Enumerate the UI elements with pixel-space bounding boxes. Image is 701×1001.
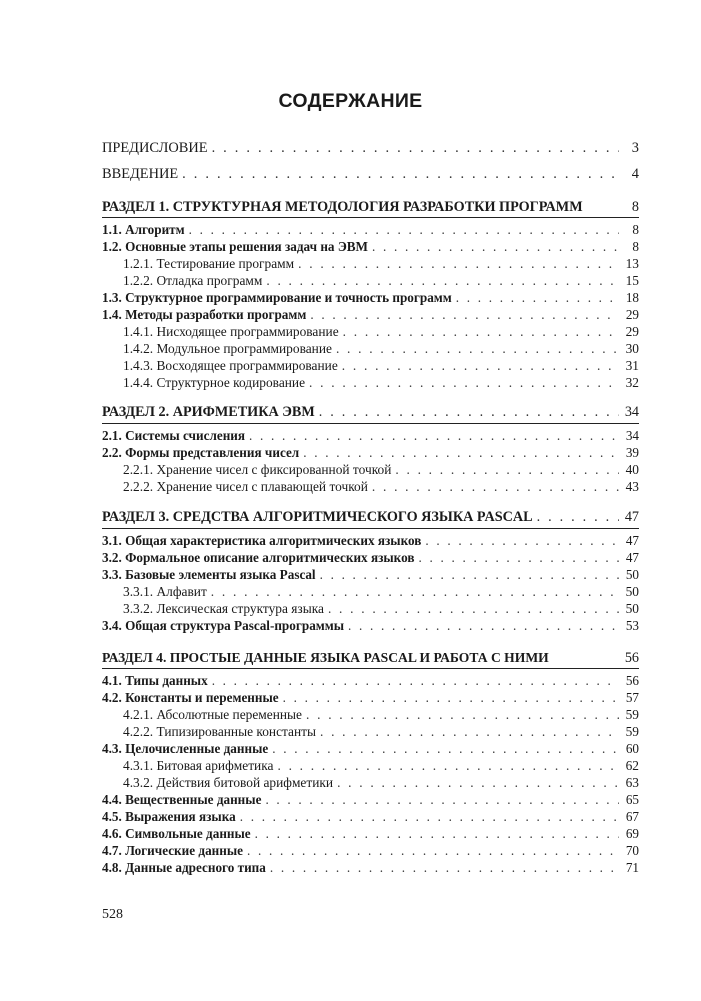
toc-page-number: 34 [625, 428, 639, 443]
toc-page-number: 50 [625, 567, 639, 582]
toc-page-number: 18 [625, 290, 639, 305]
toc-page-number: 47 [624, 509, 639, 525]
dot-leader [320, 723, 619, 740]
toc-subentry [123, 374, 639, 391]
toc-subentry [123, 340, 639, 357]
dot-leader [270, 859, 619, 876]
toc-page-number: 56 [624, 650, 639, 666]
toc-entry-label: 4.2. Константы и переменные [102, 690, 279, 705]
toc-page-number: 13 [625, 256, 639, 271]
toc-entry-label: 3.2. Формальное описание алгоритмических языков [102, 550, 415, 565]
toc-entry-label: 1.4.3. Восходящее программирование [123, 358, 338, 373]
toc-page-number: 60 [625, 741, 639, 756]
toc-entry-label: РАЗДЕЛ 2. АРИФМЕТИКА ЭВМ [102, 404, 315, 420]
dot-leader [212, 140, 619, 157]
dot-leader [395, 461, 619, 478]
toc-entry-label: ПРЕДИСЛОВИЕ [102, 140, 208, 156]
dot-leader [372, 478, 619, 495]
toc-entry-label: ВВЕДЕНИЕ [102, 166, 179, 182]
toc-entry-label: 1.3. Структурное программирование и точность программ [102, 290, 452, 305]
toc-entry [102, 842, 639, 859]
toc-entry-label: 2.2.1. Хранение чисел с фиксированной точкой [123, 462, 392, 477]
toc-entry-label: 2.1. Системы счисления [102, 428, 246, 443]
toc-page-number: 40 [625, 462, 639, 477]
dot-leader [537, 509, 619, 526]
toc-entry-label: РАЗДЕЛ 1. СТРУКТУРНАЯ МЕТОДОЛОГИЯ РАЗРАБОТКИ ПРОГРАММ [102, 199, 583, 215]
toc-page-number: 65 [625, 792, 639, 807]
dot-leader [240, 808, 619, 825]
dot-leader [189, 221, 619, 238]
toc-entry [102, 672, 639, 689]
toc-entry-label: РАЗДЕЛ 3. СРЕДСТВА АЛГОРИТМИЧЕСКОГО ЯЗЫКА PASCAL [102, 509, 533, 525]
toc-entry [102, 306, 639, 323]
toc-page-number: 30 [625, 341, 639, 356]
dot-leader [456, 289, 619, 306]
toc-page-number: 29 [625, 324, 639, 339]
section-divider [102, 217, 639, 218]
toc-page-number: 56 [625, 673, 639, 688]
toc-entry-label: 4.2.2. Типизированные константы [123, 724, 316, 739]
dot-leader [247, 842, 619, 859]
dot-leader [425, 532, 619, 549]
toc-entry [102, 427, 639, 444]
dot-leader [303, 444, 619, 461]
toc-subentry [123, 600, 639, 617]
toc-subentry [123, 774, 639, 791]
toc-entry [102, 808, 639, 825]
toc-entry-preface [102, 140, 639, 157]
dot-leader [418, 549, 619, 566]
toc-page-number: 39 [625, 445, 639, 460]
dot-leader [348, 617, 619, 634]
toc-entry-label: 4.3. Целочисленные данные [102, 741, 269, 756]
toc-entry [102, 238, 639, 255]
toc-subentry [123, 583, 639, 600]
toc-entry-label: 4.6. Символьные данные [102, 826, 251, 841]
section-divider [102, 423, 639, 424]
toc-page-number: 43 [625, 479, 639, 494]
dot-leader [266, 272, 619, 289]
dot-leader [298, 255, 619, 272]
toc-entry-label: 4.3.2. Действия битовой арифметики [123, 775, 334, 790]
toc-entry [102, 549, 639, 566]
toc-page-number: 62 [625, 758, 639, 773]
toc-page-number: 4 [631, 166, 639, 182]
toc-entry-label: 3.3.1. Алфавит [123, 584, 207, 599]
toc-subentry [123, 255, 639, 272]
dot-leader [309, 374, 619, 391]
toc-page-number: 8 [631, 199, 639, 215]
toc-entry [102, 859, 639, 876]
section-divider [102, 668, 639, 669]
toc-subentry [123, 706, 639, 723]
toc-entry-label: 3.3. Базовые элементы языка Pascal [102, 567, 316, 582]
dot-leader [337, 774, 619, 791]
toc-entry-label: РАЗДЕЛ 4. ПРОСТЫЕ ДАННЫЕ ЯЗЫКА PASCAL И РАБОТА С НИМИ [102, 650, 549, 665]
toc-entry-label: 4.2.1. Абсолютные переменные [123, 707, 302, 722]
toc-page-number: 71 [625, 860, 639, 875]
dot-leader [277, 757, 619, 774]
toc-page-number: 8 [632, 222, 639, 237]
toc-page-number: 59 [625, 724, 639, 739]
toc-page-number: 53 [625, 618, 639, 633]
toc-section-heading [102, 199, 639, 216]
toc-entry-label: 1.1. Алгоритм [102, 222, 185, 237]
toc-page-number: 29 [625, 307, 639, 322]
toc-entry-label: 1.4.4. Структурное кодирование [123, 375, 306, 390]
dot-leader [319, 404, 619, 421]
toc-page-number: 70 [625, 843, 639, 858]
toc-entry-label: 4.3.1. Битовая арифметика [123, 758, 274, 773]
toc-page-number: 31 [625, 358, 639, 373]
toc-page-number: 34 [624, 404, 639, 420]
toc-entry [102, 532, 639, 549]
toc-page-number: 32 [625, 375, 639, 390]
section-divider [102, 528, 639, 529]
toc-page-number: 15 [625, 273, 639, 288]
toc-entry [102, 740, 639, 757]
dot-leader [343, 323, 619, 340]
toc-entry-label: 1.4.2. Модульное программирование [123, 341, 332, 356]
toc-entry-introduction [102, 166, 639, 183]
toc-subentry [123, 272, 639, 289]
toc-entry-label: 4.7. Логические данные [102, 843, 244, 858]
toc-entry-label: 2.2.2. Хранение чисел с плавающей точкой [123, 479, 368, 494]
toc-page-number: 8 [632, 239, 639, 254]
toc-subentry [123, 461, 639, 478]
toc-entry [102, 221, 639, 238]
toc-subentry [123, 723, 639, 740]
toc-entry-label: 1.2.2. Отладка программ [123, 273, 263, 288]
toc-entry-label: 3.3.2. Лексическая структура языка [123, 601, 324, 616]
toc-entry-label: 3.1. Общая характеристика алгоритмических языков [102, 533, 422, 548]
toc-entry-label: 4.8. Данные адресного типа [102, 860, 266, 875]
dot-leader [283, 689, 619, 706]
toc-page-number: 63 [625, 775, 639, 790]
toc-entry-label: 3.4. Общая структура Pascal-программы [102, 618, 345, 633]
dot-leader [249, 427, 619, 444]
dot-leader [182, 166, 619, 183]
toc-entry-label: 4.5. Выражения языка [102, 809, 236, 824]
toc-subentry [123, 323, 639, 340]
dot-leader [212, 672, 619, 689]
dot-leader [272, 740, 619, 757]
toc-entry-label: 1.2. Основные этапы решения задач на ЭВМ [102, 239, 369, 254]
dot-leader [372, 238, 619, 255]
dot-leader [320, 566, 619, 583]
toc-entry [102, 566, 639, 583]
dot-leader [310, 306, 619, 323]
toc-subentry [123, 357, 639, 374]
toc-page-number: 57 [625, 690, 639, 705]
toc-entry [102, 825, 639, 842]
dot-leader [342, 357, 619, 374]
toc-subentry [123, 478, 639, 495]
toc-entry-label: 1.4.1. Нисходящее программирование [123, 324, 339, 339]
toc-entry-label: 2.2. Формы представления чисел [102, 445, 300, 460]
toc-section-heading [102, 404, 639, 421]
toc-entry [102, 689, 639, 706]
toc-subentry [123, 757, 639, 774]
page-title: СОДЕРЖАНИЕ [278, 90, 423, 112]
toc-entry [102, 617, 639, 634]
dot-leader [306, 706, 619, 723]
toc-entry-label: 1.4. Методы разработки программ [102, 307, 307, 322]
toc-section-heading [102, 649, 639, 666]
dot-leader [265, 791, 619, 808]
toc-entry [102, 444, 639, 461]
toc-page-number: 59 [625, 707, 639, 722]
toc-entry-label: 4.1. Типы данных [102, 673, 208, 688]
toc-page-number: 47 [625, 533, 639, 548]
toc-page-number: 47 [625, 550, 639, 565]
toc-page-number: 50 [625, 601, 639, 616]
toc-entry [102, 289, 639, 306]
dot-leader [255, 825, 619, 842]
page-number: 528 [102, 907, 123, 922]
toc-page-number: 69 [625, 826, 639, 841]
toc-section-heading [102, 509, 639, 526]
dot-leader [336, 340, 619, 357]
dot-leader [211, 583, 619, 600]
toc-page-number: 3 [631, 140, 639, 156]
dot-leader [328, 600, 619, 617]
toc-entry-label: 1.2.1. Тестирование программ [123, 256, 295, 271]
toc-entry [102, 791, 639, 808]
toc-entry-label: 4.4. Вещественные данные [102, 792, 262, 807]
toc-page-number: 67 [625, 809, 639, 824]
toc-page-number: 50 [625, 584, 639, 599]
